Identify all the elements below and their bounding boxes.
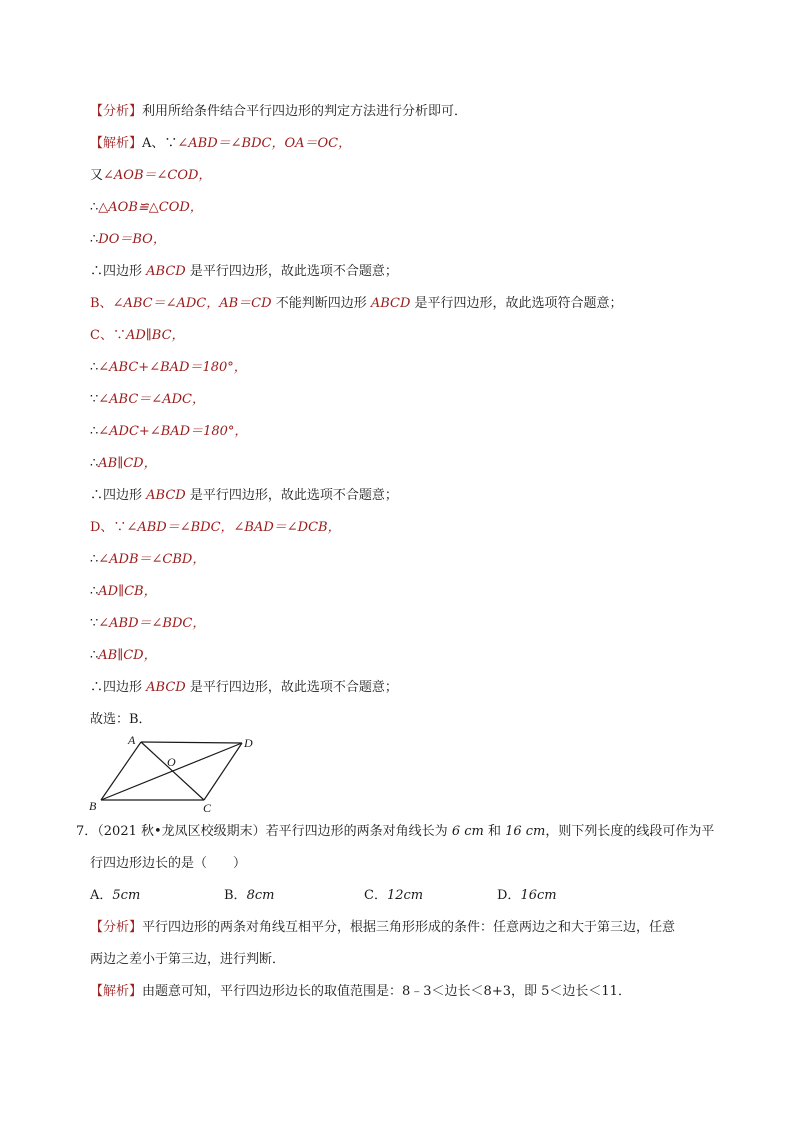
option-b — [224, 885, 274, 907]
text-prefix: ∴四边形 — [90, 680, 143, 695]
math: ∠ABC＝∠ADC，AB＝CD — [112, 296, 272, 311]
solution-line-2 — [90, 165, 730, 187]
math: ∠ADC+∠BAD＝180°， — [98, 424, 248, 439]
parallelogram-figure — [86, 732, 276, 816]
option-value: 5cm — [112, 888, 141, 903]
option-label: D． — [497, 888, 521, 903]
q7-solution-line — [90, 981, 730, 1003]
text-suffix: 是平行四边形，故此选项符合题意； — [414, 296, 623, 311]
math: ∠ABC＝∠ADC， — [98, 392, 205, 407]
solution-line-11 — [90, 453, 730, 475]
text-suffix: 是平行四边形，故此选项不合题意； — [189, 680, 398, 695]
option-d — [497, 885, 557, 907]
math: AD∥CB， — [98, 584, 157, 599]
text-suffix: 是平行四边形，故此选项不合题意； — [189, 488, 398, 503]
math: AD∥BC， — [125, 328, 185, 343]
edge-dc — [204, 743, 242, 800]
math: △AOB≌△COD， — [98, 200, 203, 215]
option-label: A． — [90, 888, 113, 903]
because-symbol: ∵ — [90, 616, 99, 631]
solution-line-14 — [90, 549, 730, 571]
q7-analysis-line-2 — [90, 949, 730, 971]
math: ABCD — [146, 680, 186, 695]
question-7-options — [90, 885, 730, 907]
analysis-line — [90, 101, 730, 123]
label-b: B — [89, 799, 97, 813]
math: DO＝BO， — [98, 232, 166, 247]
option-value: 12cm — [386, 888, 424, 903]
label-o: O — [167, 755, 176, 769]
solution-line-10 — [90, 421, 730, 443]
solution-line-4 — [90, 229, 730, 251]
math: ABCD — [370, 296, 411, 311]
analysis-tag: 【分析】 — [90, 920, 143, 935]
question-value-2: 16 cm — [505, 824, 546, 839]
solution-line-17 — [90, 645, 730, 667]
math: ABCD — [146, 264, 186, 279]
math: ∠ABD＝∠BDC，∠BAD＝∠DCB， — [126, 520, 341, 535]
math: ∠ABD＝∠BDC， — [98, 616, 206, 631]
solution-line-8 — [90, 357, 730, 379]
option-label: C． — [364, 888, 387, 903]
question-text-line-2: 行四边形边长的是（ ） — [90, 856, 247, 871]
solution-line-18 — [90, 677, 730, 699]
solution-line-13 — [90, 517, 730, 539]
solution-line-12 — [90, 485, 730, 507]
question-7-line-2 — [90, 853, 730, 875]
question-7-line-1 — [76, 821, 736, 843]
option-c — [364, 885, 423, 907]
therefore-symbol: ∴ — [90, 456, 99, 471]
solution-text-a: A、∵ — [142, 136, 178, 151]
therefore-symbol: ∴ — [90, 360, 99, 375]
solution-line-6 — [90, 293, 730, 315]
math: ∠ABC+∠BAD＝180°， — [98, 360, 247, 375]
label-c: C — [203, 801, 212, 815]
option-value: 16cm — [520, 888, 557, 903]
option-a — [90, 885, 140, 907]
option-letter: B、 — [90, 296, 113, 311]
question-text-b: 和 — [483, 824, 506, 839]
solution-math: ∠ABD＝∠BDC，OA＝OC， — [177, 136, 352, 151]
text-prefix: ∴四边形 — [90, 264, 143, 279]
therefore-symbol: ∴ — [90, 584, 99, 599]
solution-line-15 — [90, 581, 730, 603]
answer-choice: 故选：B． — [90, 712, 152, 727]
solution-line-1 — [90, 133, 730, 155]
edge-ad — [141, 742, 242, 743]
text-prefix: 又 — [90, 168, 104, 183]
option-label: B． — [224, 888, 247, 903]
therefore-symbol: ∴ — [90, 424, 99, 439]
therefore-symbol: ∴ — [90, 232, 99, 247]
solution-tag: 【解析】 — [90, 136, 143, 151]
analysis-text-2: 两边之差小于第三边，进行判断． — [90, 952, 286, 967]
label-a: A — [128, 733, 136, 747]
text-prefix: ∴四边形 — [90, 488, 143, 503]
analysis-tag: 【分析】 — [90, 104, 143, 119]
question-number: 7． — [76, 824, 98, 839]
math: ∠AOB＝∠COD， — [103, 168, 212, 183]
therefore-symbol: ∴ — [90, 648, 99, 663]
option-value: 8cm — [246, 888, 275, 903]
solution-tag: 【解析】 — [90, 984, 143, 999]
question-value-1: 6 cm — [451, 824, 484, 839]
because-symbol: ∵ — [90, 392, 99, 407]
question-text-a: （2021 秋•龙凤区校级期末）若平行四边形的两条对角线长为 — [97, 824, 452, 839]
solution-text: 由题意可知，平行四边形边长的取值范围是：8﹣3＜边长＜8+3，即 5＜边长＜11． — [142, 984, 631, 999]
solution-line-9 — [90, 389, 730, 411]
math: AB∥CD， — [98, 648, 157, 663]
solution-line-5 — [90, 261, 730, 283]
math: ∠ADB＝∠CBD， — [98, 552, 206, 567]
q7-analysis-line-1 — [90, 917, 730, 939]
option-letter: C、∵ — [90, 328, 126, 343]
label-d: D — [244, 736, 253, 750]
analysis-text: 平行四边形的两条对角线互相平分，根据三角形形成的条件：任意两边之和大于第三边，任意 — [142, 920, 676, 935]
therefore-symbol: ∴ — [90, 552, 99, 567]
analysis-text: 利用所给条件结合平行四边形的判定方法进行分析即可． — [142, 104, 468, 119]
question-text-c: ，则下列长度的线段可作为平 — [545, 824, 715, 839]
text-middle: 不能判断四边形 — [275, 296, 367, 311]
solution-line-16 — [90, 613, 730, 635]
math: ABCD — [146, 488, 186, 503]
solution-line-3 — [90, 197, 730, 219]
solution-line-7 — [90, 325, 730, 347]
text-suffix: 是平行四边形，故此选项不合题意； — [189, 264, 398, 279]
diagonal-bd — [101, 743, 242, 800]
option-letter: D、∵ — [90, 520, 127, 535]
answer-choice-line — [90, 709, 730, 731]
math: AB∥CD， — [98, 456, 157, 471]
therefore-symbol: ∴ — [90, 200, 99, 215]
